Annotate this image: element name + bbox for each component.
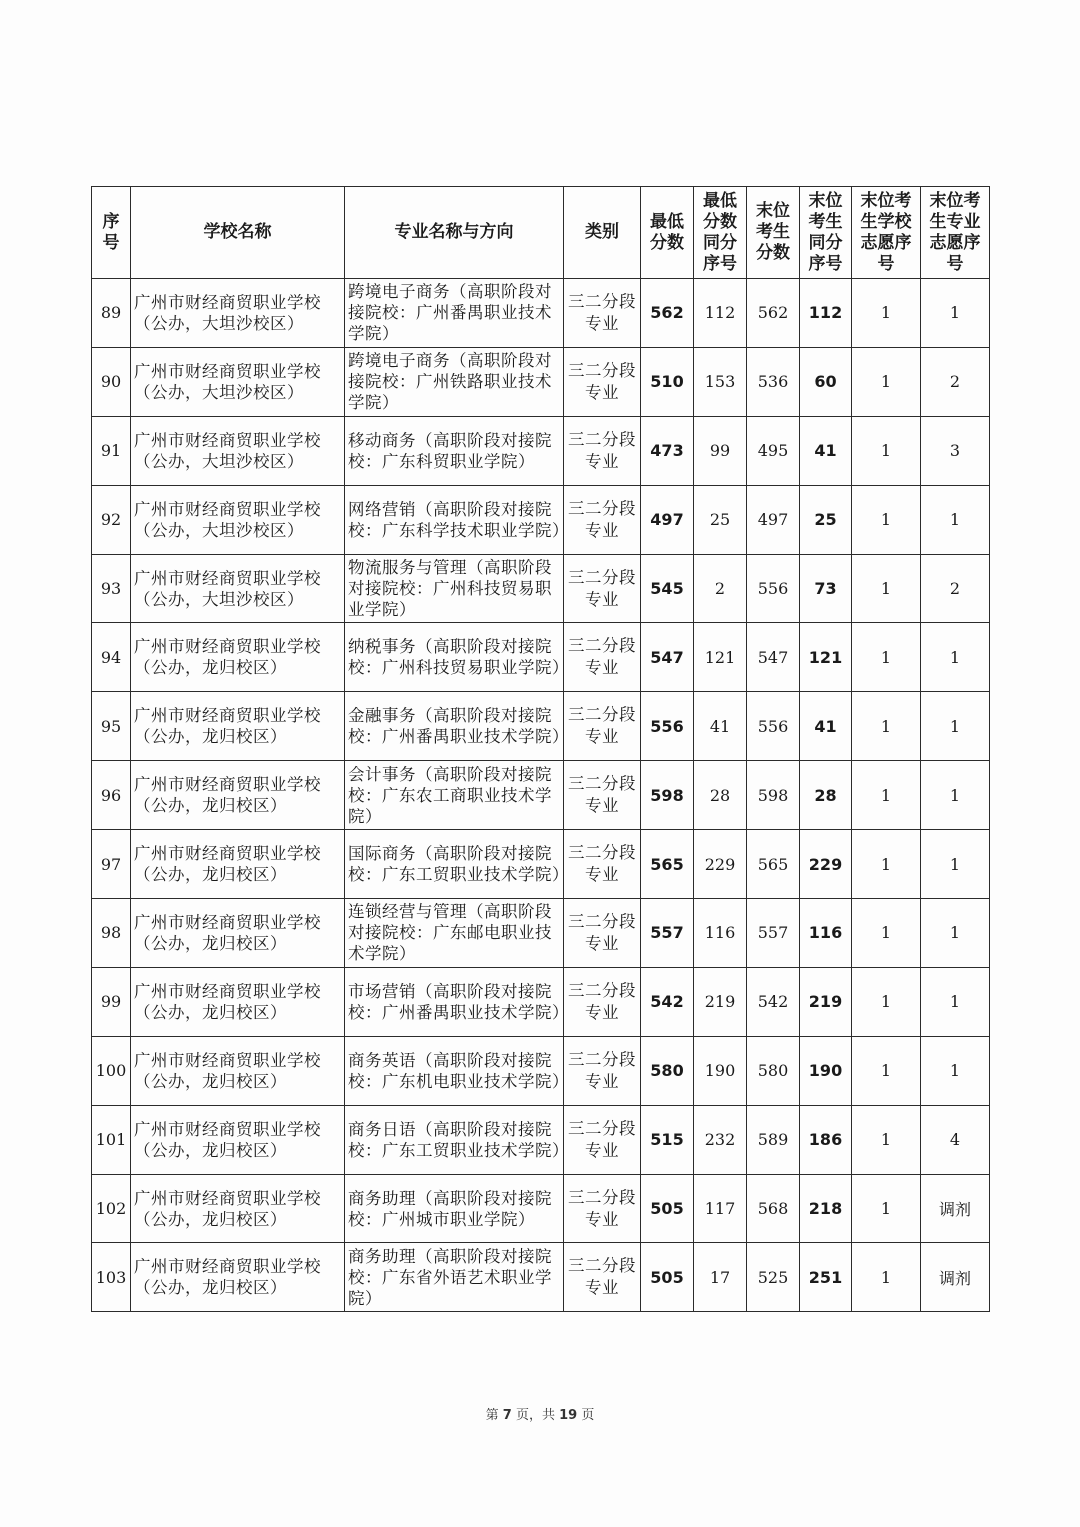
cell-last-rank: 25	[800, 485, 852, 554]
cell-major-pref: 2	[921, 554, 990, 623]
cell-school: 广州市财经商贸职业学校（公办，大坦沙校区）	[131, 485, 345, 554]
cell-major: 市场营销（高职阶段对接院校：广州番禺职业技术学院）	[345, 967, 564, 1036]
cell-seq: 93	[92, 554, 131, 623]
cell-last-score: 556	[747, 554, 800, 623]
cell-min-score: 510	[641, 347, 694, 416]
cell-school: 广州市财经商贸职业学校（公办，龙归校区）	[131, 623, 345, 692]
table-header-row	[92, 187, 990, 279]
cell-min-rank: 190	[694, 1036, 747, 1105]
cell-last-score: 536	[747, 347, 800, 416]
cell-seq: 91	[92, 416, 131, 485]
cell-major-pref: 1	[921, 761, 990, 830]
cell-seq: 96	[92, 761, 131, 830]
cell-min-rank: 232	[694, 1105, 747, 1174]
cell-major: 金融事务（高职阶段对接院校：广州番禺职业技术学院）	[345, 692, 564, 761]
cell-min-score: 556	[641, 692, 694, 761]
cell-seq: 97	[92, 830, 131, 899]
cell-category: 三二分段专业	[564, 554, 641, 623]
cell-school: 广州市财经商贸职业学校（公办，龙归校区）	[131, 1105, 345, 1174]
cell-min-score: 505	[641, 1174, 694, 1243]
cell-seq: 99	[92, 967, 131, 1036]
cell-category: 三二分段专业	[564, 485, 641, 554]
header-category: 类别	[564, 187, 641, 279]
cell-category: 三二分段专业	[564, 347, 641, 416]
cell-school: 广州市财经商贸职业学校（公办，龙归校区）	[131, 967, 345, 1036]
cell-last-rank: 112	[800, 279, 852, 348]
cell-min-score: 565	[641, 830, 694, 899]
cell-school-pref: 1	[852, 1243, 921, 1312]
cell-major: 跨境电子商务（高职阶段对接院校：广州铁路职业技术学院）	[345, 347, 564, 416]
cell-category: 三二分段专业	[564, 1105, 641, 1174]
cell-major-pref: 1	[921, 1036, 990, 1105]
cell-last-score: 556	[747, 692, 800, 761]
cell-category: 三二分段专业	[564, 692, 641, 761]
cell-seq: 94	[92, 623, 131, 692]
cell-school-pref: 1	[852, 1174, 921, 1243]
cell-major: 商务日语（高职阶段对接院校：广东工贸职业技术学院）	[345, 1105, 564, 1174]
header-school-pref: 末位考生学校志愿序号	[852, 187, 921, 279]
cell-min-score: 473	[641, 416, 694, 485]
cell-major-pref: 2	[921, 347, 990, 416]
table-row	[92, 485, 990, 554]
cell-last-score: 565	[747, 830, 800, 899]
cell-last-rank: 73	[800, 554, 852, 623]
cell-category: 三二分段专业	[564, 623, 641, 692]
cell-last-rank: 28	[800, 761, 852, 830]
cell-school: 广州市财经商贸职业学校（公办，龙归校区）	[131, 899, 345, 968]
cell-last-rank: 190	[800, 1036, 852, 1105]
cell-school-pref: 1	[852, 623, 921, 692]
cell-school: 广州市财经商贸职业学校（公办，龙归校区）	[131, 1036, 345, 1105]
cell-seq: 101	[92, 1105, 131, 1174]
header-major: 专业名称与方向	[345, 187, 564, 279]
cell-school-pref: 1	[852, 485, 921, 554]
cell-last-score: 598	[747, 761, 800, 830]
cell-major-pref: 调剂	[921, 1243, 990, 1312]
cell-seq: 103	[92, 1243, 131, 1312]
cell-last-rank: 60	[800, 347, 852, 416]
cell-seq: 98	[92, 899, 131, 968]
cell-school-pref: 1	[852, 554, 921, 623]
cell-last-score: 562	[747, 279, 800, 348]
cell-major-pref: 1	[921, 899, 990, 968]
cell-major: 物流服务与管理（高职阶段对接院校：广州科技贸易职业学院）	[345, 554, 564, 623]
header-school: 学校名称	[131, 187, 345, 279]
cell-last-rank: 121	[800, 623, 852, 692]
cell-min-score: 505	[641, 1243, 694, 1312]
cell-major-pref: 3	[921, 416, 990, 485]
cell-school: 广州市财经商贸职业学校（公办，大坦沙校区）	[131, 279, 345, 348]
cell-last-score: 589	[747, 1105, 800, 1174]
cell-min-score: 562	[641, 279, 694, 348]
cell-category: 三二分段专业	[564, 279, 641, 348]
cell-school: 广州市财经商贸职业学校（公办，龙归校区）	[131, 1243, 345, 1312]
header-min-score: 最低分数	[641, 187, 694, 279]
cell-seq: 102	[92, 1174, 131, 1243]
cell-school: 广州市财经商贸职业学校（公办，龙归校区）	[131, 761, 345, 830]
cell-min-rank: 153	[694, 347, 747, 416]
cell-major-pref: 1	[921, 485, 990, 554]
table-body	[92, 279, 990, 1312]
cell-school: 广州市财经商贸职业学校（公办，龙归校区）	[131, 1174, 345, 1243]
cell-min-rank: 41	[694, 692, 747, 761]
cell-school-pref: 1	[852, 967, 921, 1036]
cell-category: 三二分段专业	[564, 899, 641, 968]
cell-seq: 92	[92, 485, 131, 554]
cell-min-rank: 117	[694, 1174, 747, 1243]
header-seq: 序号	[92, 187, 131, 279]
table-row	[92, 830, 990, 899]
table-row	[92, 761, 990, 830]
table-row	[92, 623, 990, 692]
table-row	[92, 554, 990, 623]
table-row	[92, 899, 990, 968]
cell-min-rank: 116	[694, 899, 747, 968]
cell-min-score: 542	[641, 967, 694, 1036]
cell-school: 广州市财经商贸职业学校（公办，大坦沙校区）	[131, 416, 345, 485]
cell-school: 广州市财经商贸职业学校（公办，大坦沙校区）	[131, 554, 345, 623]
cell-last-score: 557	[747, 899, 800, 968]
cell-school-pref: 1	[852, 279, 921, 348]
cell-min-score: 497	[641, 485, 694, 554]
cell-min-rank: 25	[694, 485, 747, 554]
cell-seq: 90	[92, 347, 131, 416]
cell-major: 商务助理（高职阶段对接院校：广州城市职业学院）	[345, 1174, 564, 1243]
cell-major: 会计事务（高职阶段对接院校：广东农工商职业技术学院）	[345, 761, 564, 830]
cell-category: 三二分段专业	[564, 1243, 641, 1312]
cell-min-score: 598	[641, 761, 694, 830]
cell-school-pref: 1	[852, 761, 921, 830]
cell-major-pref: 调剂	[921, 1174, 990, 1243]
cell-seq: 89	[92, 279, 131, 348]
cell-last-rank: 218	[800, 1174, 852, 1243]
cell-min-rank: 121	[694, 623, 747, 692]
cell-major: 网络营销（高职阶段对接院校：广东科学技术职业学院）	[345, 485, 564, 554]
cell-school: 广州市财经商贸职业学校（公办，大坦沙校区）	[131, 347, 345, 416]
cell-seq: 95	[92, 692, 131, 761]
admission-score-table	[91, 186, 990, 1312]
cell-school: 广州市财经商贸职业学校（公办，龙归校区）	[131, 830, 345, 899]
cell-school-pref: 1	[852, 1105, 921, 1174]
cell-school-pref: 1	[852, 830, 921, 899]
table-row	[92, 1105, 990, 1174]
cell-min-rank: 99	[694, 416, 747, 485]
cell-school: 广州市财经商贸职业学校（公办，龙归校区）	[131, 692, 345, 761]
cell-category: 三二分段专业	[564, 761, 641, 830]
cell-min-rank: 28	[694, 761, 747, 830]
cell-major-pref: 1	[921, 692, 990, 761]
cell-last-rank: 219	[800, 967, 852, 1036]
cell-last-rank: 41	[800, 692, 852, 761]
cell-school-pref: 1	[852, 416, 921, 485]
cell-min-rank: 229	[694, 830, 747, 899]
cell-seq: 100	[92, 1036, 131, 1105]
table-row	[92, 1243, 990, 1312]
cell-major-pref: 1	[921, 967, 990, 1036]
cell-last-rank: 251	[800, 1243, 852, 1312]
cell-school-pref: 1	[852, 899, 921, 968]
cell-major-pref: 1	[921, 279, 990, 348]
header-min-rank: 最低分数同分序号	[694, 187, 747, 279]
cell-school-pref: 1	[852, 1036, 921, 1105]
cell-min-score: 545	[641, 554, 694, 623]
cell-last-score: 542	[747, 967, 800, 1036]
cell-min-rank: 2	[694, 554, 747, 623]
cell-major: 移动商务（高职阶段对接院校：广东科贸职业学院）	[345, 416, 564, 485]
table-row	[92, 416, 990, 485]
cell-last-rank: 229	[800, 830, 852, 899]
cell-school-pref: 1	[852, 347, 921, 416]
header-major-pref: 末位考生专业志愿序号	[921, 187, 990, 279]
cell-major-pref: 1	[921, 623, 990, 692]
page-footer: 第 7 页，共 19 页	[485, 1408, 595, 1423]
cell-last-score: 580	[747, 1036, 800, 1105]
cell-major-pref: 1	[921, 830, 990, 899]
cell-major: 纳税事务（高职阶段对接院校：广州科技贸易职业学院）	[345, 623, 564, 692]
cell-major: 商务英语（高职阶段对接院校：广东机电职业技术学院）	[345, 1036, 564, 1105]
cell-last-score: 568	[747, 1174, 800, 1243]
cell-major-pref: 4	[921, 1105, 990, 1174]
cell-category: 三二分段专业	[564, 1174, 641, 1243]
cell-min-score: 547	[641, 623, 694, 692]
cell-category: 三二分段专业	[564, 830, 641, 899]
cell-min-rank: 112	[694, 279, 747, 348]
cell-last-rank: 186	[800, 1105, 852, 1174]
table-row	[92, 692, 990, 761]
table-row	[92, 967, 990, 1036]
cell-min-score: 557	[641, 899, 694, 968]
header-last-rank: 末位考生同分序号	[800, 187, 852, 279]
cell-major: 跨境电子商务（高职阶段对接院校：广州番禺职业技术学院）	[345, 279, 564, 348]
cell-min-rank: 219	[694, 967, 747, 1036]
cell-category: 三二分段专业	[564, 1036, 641, 1105]
table-row	[92, 1036, 990, 1105]
cell-last-score: 525	[747, 1243, 800, 1312]
table-row	[92, 279, 990, 348]
cell-major: 连锁经营与管理（高职阶段对接院校：广东邮电职业技术学院）	[345, 899, 564, 968]
cell-min-score: 580	[641, 1036, 694, 1105]
cell-school-pref: 1	[852, 692, 921, 761]
cell-min-score: 515	[641, 1105, 694, 1174]
table-row	[92, 1174, 990, 1243]
cell-last-rank: 41	[800, 416, 852, 485]
cell-category: 三二分段专业	[564, 967, 641, 1036]
cell-last-score: 497	[747, 485, 800, 554]
table-row	[92, 347, 990, 416]
cell-major: 商务助理（高职阶段对接院校：广东省外语艺术职业学院）	[345, 1243, 564, 1312]
cell-major: 国际商务（高职阶段对接院校：广东工贸职业技术学院）	[345, 830, 564, 899]
cell-last-score: 495	[747, 416, 800, 485]
cell-min-rank: 17	[694, 1243, 747, 1312]
header-last-score: 末位考生分数	[747, 187, 800, 279]
cell-last-rank: 116	[800, 899, 852, 968]
cell-last-score: 547	[747, 623, 800, 692]
cell-category: 三二分段专业	[564, 416, 641, 485]
